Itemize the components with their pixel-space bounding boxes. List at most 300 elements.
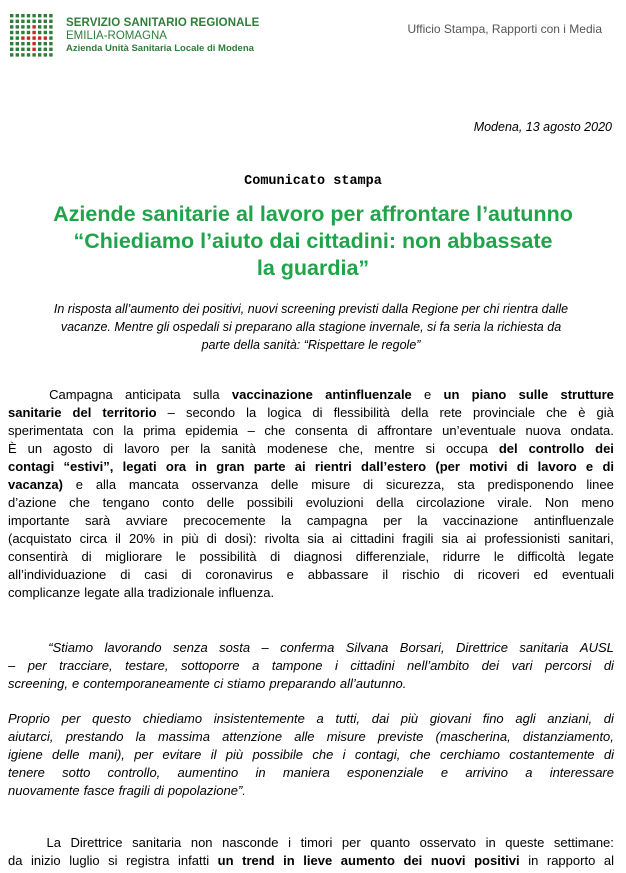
- paragraph-line: [8, 530, 614, 548]
- indent: [8, 639, 37, 657]
- word: provinciale: [472, 405, 536, 420]
- word: aumentino: [177, 765, 239, 780]
- word: di: [603, 747, 614, 762]
- word: screening,: [8, 676, 68, 691]
- word: dosi):: [224, 531, 257, 546]
- logo-square: [27, 36, 30, 39]
- word: controllo: [528, 441, 585, 456]
- word: consentirà: [8, 549, 68, 564]
- logo-square: [44, 25, 47, 28]
- word: legate: [84, 585, 120, 600]
- logo-square: [27, 20, 30, 23]
- press-office-label: Ufficio Stampa, Rapporti con i Media: [407, 22, 602, 36]
- paragraph-line: [8, 834, 614, 852]
- word: sosta: [219, 640, 251, 655]
- word: dei: [481, 658, 500, 673]
- word: virale.: [497, 495, 533, 510]
- subheadline: [8, 300, 614, 354]
- word: d’azione: [8, 495, 57, 510]
- word: ci: [213, 676, 224, 691]
- word: sia: [307, 531, 324, 546]
- word: le: [175, 549, 186, 564]
- word: fragili: [402, 531, 434, 546]
- word: lavoro: [537, 459, 577, 474]
- logo-square: [21, 25, 24, 28]
- word: e: [71, 676, 80, 691]
- org-line-2: EMILIA-ROMAGNA: [66, 30, 167, 42]
- headline: [0, 201, 626, 282]
- word: legati: [122, 459, 157, 474]
- word: nuovi: [430, 853, 466, 868]
- word: e: [75, 477, 83, 492]
- logo-square: [32, 48, 35, 51]
- logo-square: [49, 14, 52, 17]
- word: parte: [253, 459, 286, 474]
- word: 20%: [128, 531, 155, 546]
- word: È: [8, 441, 17, 456]
- word: diagnosi: [293, 549, 343, 564]
- word: sanità: [221, 441, 257, 456]
- word: dei: [595, 441, 614, 456]
- word: delle: [206, 495, 235, 510]
- word: di: [602, 459, 614, 474]
- organization-name: [66, 17, 259, 55]
- logo-square: [10, 25, 13, 28]
- logo-square: [27, 42, 30, 45]
- word: sotto: [62, 765, 91, 780]
- word: del: [72, 405, 92, 420]
- word: –: [167, 405, 175, 420]
- word: inizio: [31, 853, 61, 868]
- word: dei: [403, 853, 423, 868]
- word: i: [334, 658, 338, 673]
- paragraph-line: [8, 657, 614, 675]
- ausl-logo-icon: [8, 14, 56, 58]
- word: del: [498, 441, 518, 456]
- word: importante: [8, 513, 70, 528]
- logo-square: [38, 20, 41, 23]
- word: campagna: [306, 513, 368, 528]
- word: possibile: [252, 747, 304, 762]
- word: le: [493, 549, 504, 564]
- logo-square: [27, 53, 30, 56]
- word: di: [206, 531, 217, 546]
- logo-square: [27, 14, 30, 17]
- paragraph-line: [8, 458, 614, 476]
- word: è: [578, 405, 586, 420]
- logo-square: [32, 25, 35, 28]
- word: vacanza): [8, 477, 63, 492]
- logo-square: [16, 14, 19, 17]
- word: di: [81, 549, 92, 564]
- word: la: [246, 405, 257, 420]
- logo-square: [10, 42, 13, 45]
- word: ricoveri: [477, 567, 520, 582]
- body-paragraph: [8, 386, 614, 602]
- word: secondo: [185, 405, 236, 420]
- word: per: [134, 747, 154, 762]
- word: migliorare: [105, 549, 163, 564]
- word: positivi: [474, 853, 520, 868]
- paragraph-line: [8, 710, 614, 728]
- word: contagi: [8, 459, 55, 474]
- word: circolazione: [416, 495, 485, 510]
- paragraph-line: [8, 476, 614, 494]
- word: territorio: [102, 405, 157, 420]
- word: prestando: [65, 729, 124, 744]
- word: che: [264, 423, 286, 438]
- indent: [8, 386, 37, 404]
- word: per: [61, 711, 81, 726]
- word: alle: [294, 729, 315, 744]
- word: per: [27, 658, 47, 673]
- headline-line: “Chiediamo l’aiuto dai cittadini: non abbassate: [73, 229, 553, 253]
- word: agli: [515, 711, 536, 726]
- word: prima: [143, 423, 176, 438]
- word: tampone: [271, 658, 323, 673]
- word: conferma: [280, 640, 335, 655]
- word: Proprio: [8, 711, 50, 726]
- logo-square: [32, 36, 35, 39]
- word: senza: [172, 640, 208, 655]
- paragraph-line: [8, 639, 614, 657]
- logo-square: [49, 31, 52, 34]
- word: igiene: [8, 747, 43, 762]
- word: evoluzioni: [305, 495, 364, 510]
- logo-square: [49, 36, 52, 39]
- word: chiediamo: [142, 711, 203, 726]
- word: di: [270, 549, 281, 564]
- word: la: [135, 729, 146, 744]
- word: tracciare,: [59, 658, 113, 673]
- word: della: [400, 405, 429, 420]
- word: che: [312, 747, 334, 762]
- logo-square: [32, 42, 35, 45]
- word: controllo,: [107, 765, 161, 780]
- logo-square: [21, 20, 24, 23]
- word: il: [382, 567, 389, 582]
- word: cittadini: [350, 531, 395, 546]
- word: un’eventuale: [442, 423, 516, 438]
- logo-square: [16, 53, 19, 56]
- word: di: [363, 477, 374, 492]
- logo-square: [38, 14, 41, 17]
- word: la: [417, 513, 428, 528]
- word: avviare: [125, 513, 168, 528]
- word: massima: [157, 729, 210, 744]
- word: sottoporre: [180, 658, 240, 673]
- word: delle: [270, 477, 299, 492]
- logo-square: [44, 36, 47, 39]
- logo-square: [21, 31, 24, 34]
- logo-square: [38, 25, 41, 28]
- logo-square: [38, 42, 41, 45]
- word: si: [108, 853, 118, 868]
- word: Direttrice: [455, 640, 508, 655]
- paragraph-line: [8, 584, 614, 602]
- word: più: [400, 711, 419, 726]
- word: sarà: [84, 513, 111, 528]
- word: agosto: [53, 441, 93, 456]
- word: i: [288, 835, 291, 850]
- word: evitare: [162, 747, 202, 762]
- word: un: [443, 387, 460, 402]
- word: dall’estero: [361, 459, 427, 474]
- word: nuovamente: [8, 783, 80, 798]
- subheadline-line: vacanze. Mentre gli ospedali si preparano alla stagione invernale, si fa seria la richiesta da: [60, 320, 562, 334]
- logo-square: [44, 14, 47, 17]
- logo-square: [49, 48, 52, 51]
- word: cittadini: [350, 658, 395, 673]
- logo-square: [10, 14, 13, 17]
- word: in: [485, 835, 496, 850]
- word: sanitari,: [568, 531, 614, 546]
- logo-square: [44, 31, 47, 34]
- word: mani),: [88, 747, 125, 762]
- paragraph-line: [8, 675, 614, 693]
- word: registra: [126, 853, 170, 868]
- logo-square: [21, 36, 24, 39]
- word: di: [603, 711, 614, 726]
- word: di: [312, 405, 323, 420]
- logo-square: [16, 20, 19, 23]
- headline-line: la guardia”: [256, 256, 370, 280]
- word: modenese: [266, 441, 328, 456]
- word: gran: [216, 459, 245, 474]
- word: ai: [332, 531, 343, 546]
- paragraph-line: [8, 728, 614, 746]
- word: i: [342, 747, 346, 762]
- logo-square: [16, 36, 19, 39]
- word: Direttrice: [70, 835, 123, 850]
- word: sicurezza,: [386, 477, 445, 492]
- word: della: [376, 495, 404, 510]
- word: anziani,: [547, 711, 593, 726]
- word: sanitaria: [519, 640, 569, 655]
- paragraph-line: [8, 386, 614, 404]
- word: la: [200, 441, 211, 456]
- word: che: [409, 747, 431, 762]
- dateline: Modena, 13 agosto 2020: [473, 120, 612, 134]
- press-release-kicker: Comunicato stampa: [244, 174, 382, 189]
- paragraph-line: [8, 404, 614, 422]
- logo-square: [44, 20, 47, 23]
- word: affrontare: [377, 423, 433, 438]
- word: la: [123, 423, 134, 438]
- word: testare,: [125, 658, 169, 673]
- word: ora: [165, 459, 187, 474]
- word: sta: [457, 477, 475, 492]
- word: in: [255, 765, 266, 780]
- paragraph-line: [8, 440, 614, 458]
- word: aiutarci,: [8, 729, 54, 744]
- word: (acquistato: [8, 531, 72, 546]
- word: La: [46, 835, 61, 850]
- logo-square: [44, 42, 47, 45]
- word: antinfluenzale: [325, 387, 412, 402]
- word: complicanze: [8, 585, 81, 600]
- word: consenta: [295, 423, 348, 438]
- word: a: [525, 765, 533, 780]
- logo-square: [21, 48, 24, 51]
- word: linee: [586, 477, 614, 492]
- word: vaccinazione: [443, 513, 519, 528]
- word: non: [190, 835, 213, 850]
- word: AUSL: [579, 640, 614, 655]
- word: ondata.: [570, 423, 614, 438]
- word: il: [210, 747, 217, 762]
- logo-square: [49, 25, 52, 28]
- subheadline-line: parte della sanità: “Rispettare le regole”: [201, 338, 421, 352]
- word: logica: [267, 405, 302, 420]
- word: di: [120, 567, 131, 582]
- word: nuova: [525, 423, 561, 438]
- word: più: [181, 531, 199, 546]
- logo-square: [32, 53, 35, 56]
- word: osservato: [419, 835, 477, 850]
- word: che: [69, 495, 91, 510]
- word: questo: [92, 711, 132, 726]
- word: “estivi”,: [63, 459, 114, 474]
- word: arrivino: [465, 765, 508, 780]
- word: Non: [544, 495, 569, 510]
- word: mancata: [128, 477, 179, 492]
- logo-square: [10, 36, 13, 39]
- paragraph-line: [8, 422, 614, 440]
- word: sanitarie: [8, 405, 62, 420]
- word: di: [603, 658, 614, 673]
- word: misure: [326, 729, 366, 744]
- logo-square: [27, 31, 30, 34]
- word: Silvana: [345, 640, 389, 655]
- word: osservanza: [191, 477, 259, 492]
- word: ai: [294, 459, 306, 474]
- word: conto: [162, 495, 195, 510]
- word: lieve: [303, 853, 333, 868]
- word: delle: [52, 747, 80, 762]
- logo-square: [16, 42, 19, 45]
- word: fino: [482, 711, 504, 726]
- word: abbassare: [307, 567, 369, 582]
- word: possibili: [246, 495, 294, 510]
- logo-square: [49, 53, 52, 56]
- word: coronavirus: [205, 567, 273, 582]
- word: epidemia: [185, 423, 238, 438]
- word: fragili: [118, 783, 150, 798]
- subheadline-line: In risposta all’aumento dei positivi, nuovi screening previsti dalla Regione per chi rientra dalle: [53, 302, 569, 316]
- word: al: [603, 853, 614, 868]
- word: la: [281, 513, 292, 528]
- word: di: [516, 459, 529, 474]
- word: a: [252, 658, 260, 673]
- word: un: [27, 441, 43, 456]
- word: tenere: [8, 765, 45, 780]
- logo-square: [16, 31, 19, 34]
- quote-paragraph: [8, 639, 614, 693]
- word: difficoltà: [517, 549, 565, 564]
- logo-square: [21, 14, 24, 17]
- logo-square: [27, 48, 30, 51]
- word: sia: [441, 531, 459, 546]
- word: già: [596, 405, 614, 420]
- word: aumento: [340, 853, 395, 868]
- word: costantemente: [509, 747, 595, 762]
- word: tengano: [102, 495, 150, 510]
- logo-square: [10, 31, 13, 34]
- word: circa: [79, 531, 108, 546]
- word: e: [424, 387, 432, 402]
- word: si: [425, 441, 435, 456]
- word: in: [528, 853, 539, 868]
- word: rientri: [314, 459, 352, 474]
- word: popolazione”.: [167, 783, 246, 798]
- logo-square: [32, 20, 35, 23]
- word: professionisti: [484, 531, 561, 546]
- word: vari: [511, 658, 533, 673]
- word: ai: [466, 531, 477, 546]
- word: rivolta: [264, 531, 300, 546]
- word: che,: [338, 441, 364, 456]
- logo-square: [27, 25, 30, 28]
- word: a: [316, 711, 324, 726]
- word: insistentemente: [213, 711, 305, 726]
- logo-square: [16, 48, 19, 51]
- word: settimane:: [553, 835, 614, 850]
- org-line-1: SERVIZIO SANITARIO REGIONALE: [66, 17, 260, 29]
- word: alla: [95, 477, 117, 492]
- word: flessibilità: [333, 405, 390, 420]
- word: occupa: [445, 441, 488, 456]
- word: sulla: [192, 387, 220, 402]
- word: sanitaria: [132, 835, 182, 850]
- word: precocemente: [183, 513, 266, 528]
- word: contagi,: [354, 747, 401, 762]
- paragraph-line: [8, 512, 614, 530]
- word: che: [546, 405, 568, 420]
- word: attenzione: [222, 729, 283, 744]
- word: esponenziale: [347, 765, 424, 780]
- word: da: [8, 853, 23, 868]
- word: rete: [439, 405, 462, 420]
- word: –: [8, 658, 16, 673]
- indent: [8, 834, 37, 852]
- logo-square: [38, 48, 41, 51]
- paragraph-line: [8, 494, 614, 512]
- word: fasce: [83, 783, 115, 798]
- word: (per: [435, 459, 460, 474]
- word: quanto: [370, 835, 411, 850]
- logo-square: [32, 31, 35, 34]
- word: in: [163, 531, 174, 546]
- logo-square: [10, 53, 13, 56]
- word: vaccinazione: [231, 387, 313, 402]
- word: preparando: [269, 676, 336, 691]
- paragraph-line: [8, 746, 614, 764]
- word: cerchiamo: [439, 747, 500, 762]
- paragraph-line: [8, 548, 614, 566]
- word: il: [115, 531, 121, 546]
- word: tutti,: [335, 711, 361, 726]
- logo-square: [16, 25, 19, 28]
- word: anticipata: [125, 387, 181, 402]
- word: mentre: [374, 441, 415, 456]
- word: motivi: [469, 459, 508, 474]
- word: –: [261, 640, 269, 655]
- quote-paragraph: [8, 710, 614, 800]
- word: eventuali: [561, 567, 614, 582]
- logo-square: [32, 14, 35, 17]
- word: queste: [505, 835, 545, 850]
